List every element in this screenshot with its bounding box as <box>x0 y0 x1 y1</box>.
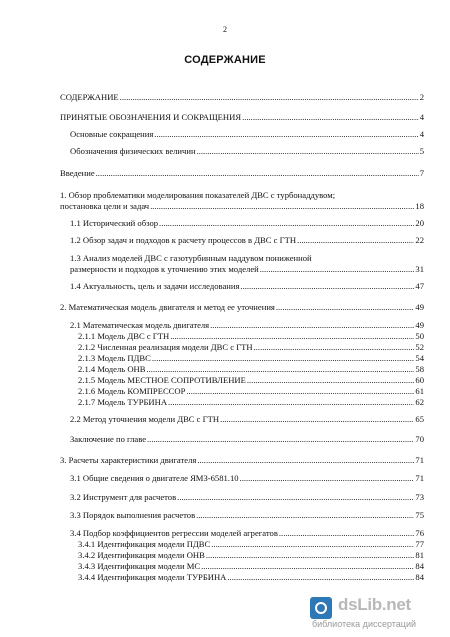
toc-dot-leader <box>254 342 415 353</box>
toc-entry <box>70 510 424 521</box>
toc-entry-label: 1.2 Обзор задач и подходов к расчету процессов в ДВС с ГТН <box>70 235 297 245</box>
toc-entry <box>78 539 424 550</box>
toc-entry-label: 2.1.6 Модель КОМПРЕССОР <box>78 386 186 396</box>
toc-page-number: 54 <box>415 353 424 363</box>
toc-entry <box>60 92 424 103</box>
toc-entry <box>60 302 424 313</box>
toc-dot-leader <box>227 572 414 583</box>
toc-entry-label: 3.4.4 Идентификация модели ТУРБИНА <box>78 572 227 582</box>
toc-entry <box>60 168 424 179</box>
toc-dot-leader <box>242 112 419 123</box>
toc-page-number: 62 <box>415 397 424 407</box>
toc-page-number: 2 <box>419 92 424 102</box>
toc-dot-leader <box>211 539 414 550</box>
toc-page-number: 7 <box>419 168 424 178</box>
toc-page-number: 84 <box>415 561 424 571</box>
toc-page-number: 76 <box>415 528 424 538</box>
toc-entry-label: 1.3 Анализ моделей ДВС с газотурбинным наддувом пониженной <box>70 253 312 263</box>
toc-dot-leader <box>147 364 415 375</box>
toc-entry-label: 2. Математическая модель двигателя и метод ее уточнения <box>60 302 275 312</box>
toc-entry-label: 1.1 Исторический обзор <box>70 218 159 228</box>
toc-page-number: 49 <box>415 320 424 330</box>
toc-entry-label: 3.2 Инструмент для расчетов <box>70 492 177 502</box>
toc-entry-label: 3.3 Порядок выполнения расчетов <box>70 510 196 520</box>
dslib-logo-icon <box>310 597 332 619</box>
toc-entry <box>70 473 424 484</box>
toc-entry <box>60 455 424 466</box>
toc-page-number: 58 <box>415 364 424 374</box>
toc-page-number: 49 <box>415 302 424 312</box>
toc-page-number: 84 <box>415 572 424 582</box>
toc-entry-label: 3.1 Общие сведения о двигателе ЯМЗ-6581.10 <box>70 473 239 483</box>
toc-entry-label: СОДЕРЖАНИЕ <box>60 92 119 102</box>
toc-dot-leader <box>197 455 414 466</box>
toc-entry-label: 1. Обзор проблематики моделирования показателей ДВС с турбонаддувом; <box>60 190 336 200</box>
toc-dot-leader <box>147 434 414 445</box>
toc-entry <box>78 572 424 583</box>
toc-entry-label: Обозначения физических величин <box>70 146 196 156</box>
toc-entry-label: 2.1.3 Модель ПДВС <box>78 353 151 363</box>
toc-entry-label: 2.1.5 Модель МЕСТНОЕ СОПРОТИВЛЕНИЕ <box>78 375 246 385</box>
toc-dot-leader <box>120 92 419 103</box>
toc-page-number: 22 <box>415 235 424 245</box>
toc-page-number: 4 <box>419 112 424 122</box>
toc-entry <box>70 129 424 140</box>
toc-dot-leader <box>177 492 414 503</box>
toc-page-number: 65 <box>415 414 424 424</box>
toc-page-number: 81 <box>415 550 424 560</box>
toc-entry <box>78 386 424 397</box>
dslib-watermark <box>310 595 440 631</box>
toc-dot-leader <box>170 331 414 342</box>
toc-page-number: 18 <box>415 200 424 211</box>
toc-entry <box>70 528 424 539</box>
toc-dot-leader <box>152 353 415 364</box>
toc-entry <box>70 434 424 445</box>
toc-page-number: 71 <box>415 455 424 465</box>
toc-entry-label: 2.1.7 Модель ТУРБИНА <box>78 397 168 407</box>
toc-entry <box>78 342 424 353</box>
toc-dot-leader <box>186 386 414 397</box>
toc-entry-label: 3.4.1 Идентификация модели ПДВС <box>78 539 211 549</box>
page-number: 2 <box>223 25 227 34</box>
toc-entry-label: Заключение по главе <box>70 434 147 444</box>
toc-page-number: 75 <box>415 510 424 520</box>
toc-page-number: 61 <box>415 386 424 396</box>
toc-entry-label-continued: постановка цели и задач <box>60 200 150 211</box>
toc-entry-label: 2.1.4 Модель ОНВ <box>78 364 146 374</box>
toc-page-number: 5 <box>419 146 424 156</box>
page-title: СОДЕРЖАНИЕ <box>184 54 266 66</box>
toc-entry-label: 2.1.1 Модель ДВС с ГТН <box>78 331 170 341</box>
toc-entry-label: 3.4.2 Идентификация модели ОНВ <box>78 550 205 560</box>
toc-entry-label: 2.1 Математическая модель двигателя <box>70 320 210 330</box>
toc-entry <box>70 492 424 503</box>
toc-entry <box>78 364 424 375</box>
toc-dot-leader <box>196 510 414 521</box>
toc-page-number: 60 <box>415 375 424 385</box>
toc-dot-leader <box>260 264 415 275</box>
toc-dot-leader <box>297 235 414 246</box>
toc-entry-label: 3.4 Подбор коэффициентов регрессии моделей агрегатов <box>70 528 278 538</box>
toc-entry <box>60 190 424 211</box>
toc-dot-leader <box>240 281 414 292</box>
toc-dot-leader <box>154 129 418 140</box>
toc-dot-leader <box>201 561 414 572</box>
toc-dot-leader <box>279 528 415 539</box>
toc-entry <box>78 331 424 342</box>
toc-dot-leader <box>220 414 414 425</box>
toc-entry <box>70 281 424 292</box>
toc-entry-label: 1.4 Актуальность, цель и задачи исследования <box>70 281 240 291</box>
toc-entry <box>60 112 424 123</box>
toc-dot-leader <box>206 550 415 561</box>
toc-entry <box>70 253 424 274</box>
toc-dot-leader <box>197 146 419 157</box>
toc-page-number: 47 <box>415 281 424 291</box>
toc-page-number: 77 <box>415 539 424 549</box>
toc-entry <box>70 320 424 331</box>
toc-dot-leader <box>168 397 414 408</box>
toc-dot-leader <box>150 201 414 212</box>
toc-entry <box>78 375 424 386</box>
toc-page-number: 70 <box>415 434 424 444</box>
toc-entry-label: Введение <box>60 168 95 178</box>
toc-dot-leader <box>159 218 414 229</box>
toc-entry <box>78 561 424 572</box>
toc-dot-leader <box>247 375 415 386</box>
toc-page-number: 73 <box>415 492 424 502</box>
toc-entry-label: ПРИНЯТЫЕ ОБОЗНАЧЕНИЯ И СОКРАЩЕНИЯ <box>60 112 242 122</box>
toc-entry <box>78 353 424 364</box>
toc-entry-label-continued: размерности и подходов к уточнению этих моделей <box>70 263 259 274</box>
toc-entry-label: 3. Расчеты характеристики двигателя <box>60 455 197 465</box>
toc-entry-label: 2.1.2 Численная реализация модели ДВС с ГТН <box>78 342 253 352</box>
toc-entry <box>78 550 424 561</box>
toc-entry <box>70 218 424 229</box>
toc-page-number: 20 <box>415 218 424 228</box>
watermark-brand: dsLib.net <box>338 595 411 614</box>
toc-entry <box>70 235 424 246</box>
toc-dot-leader <box>276 302 415 313</box>
toc-entry <box>78 397 424 408</box>
toc-entry <box>70 146 424 157</box>
toc-entry <box>70 414 424 425</box>
toc-page-number: 71 <box>415 473 424 483</box>
toc-dot-leader <box>96 168 419 179</box>
toc-page-number: 50 <box>415 331 424 341</box>
toc-page-number: 4 <box>419 129 424 139</box>
toc-dot-leader <box>210 320 414 331</box>
toc-entry-label: 3.4.3 Идентификация модели МС <box>78 561 201 571</box>
toc-entry-label: Основные сокращения <box>70 129 154 139</box>
watermark-subtitle: библиотека диссертаций <box>312 619 417 629</box>
toc-page-number: 31 <box>415 263 424 274</box>
toc-dot-leader <box>240 473 415 484</box>
toc-entry-label: 2.2 Метод уточнения модели ДВС с ГТН <box>70 414 220 424</box>
toc-page-number: 52 <box>415 342 424 352</box>
